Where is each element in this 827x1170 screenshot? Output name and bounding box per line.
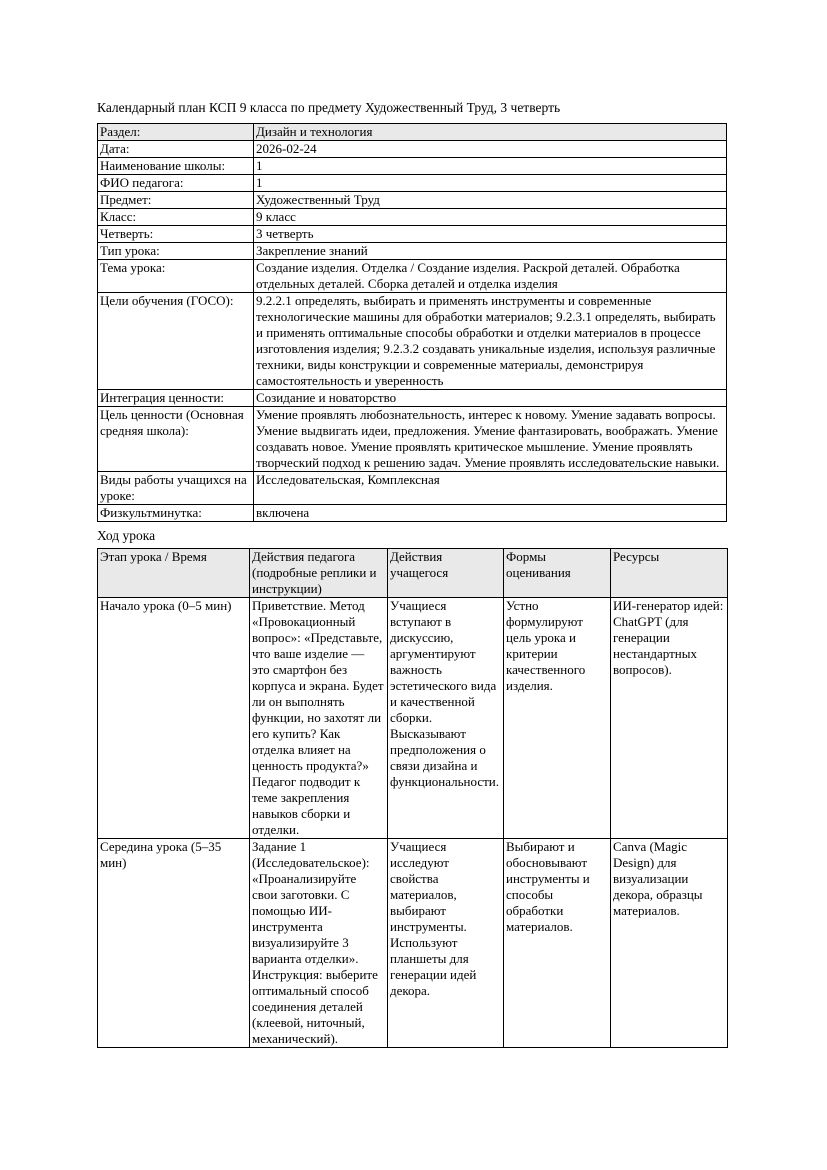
info-value: 1 <box>254 175 727 192</box>
table-row <box>98 260 727 293</box>
info-label: Интеграция ценности: <box>98 390 254 407</box>
info-value: 2026-02-24 <box>254 141 727 158</box>
table-row <box>98 124 727 141</box>
info-value: 9.2.2.1 определять, выбирать и применять инструменты и современные технологические машины для обработки материалов; 9.2.3.1 определять, выбирать и применять оптимальные способы обработки и отделки материалов в процессе изготовления изделия; 9.2.3.2 создавать уникальные изделия, используя различные техники, виды конструкции и современные материалы, демонстрируя самостоятельность и уверенность <box>254 293 727 390</box>
info-label: Раздел: <box>98 124 254 141</box>
table-row <box>98 505 727 522</box>
lesson-flow-table <box>97 548 728 1048</box>
table-row <box>98 390 727 407</box>
column-header-assessment: Формы оценивания <box>504 549 611 598</box>
info-label: Цели обучения (ГОСО): <box>98 293 254 390</box>
info-label: Тема урока: <box>98 260 254 293</box>
teacher-actions-cell: Приветствие. Метод «Провокационный вопрос»: «Представьте, что ваше изделие — это смартфон без корпуса и экрана. Будет ли он выполнять функции, но захотят ли его купить? Как отделка влияет на ценность продукта?» Педагог подводит к теме закрепления навыков сборки и отделки. <box>250 598 388 839</box>
lesson-info-table <box>97 123 727 522</box>
info-value: 3 четверть <box>254 226 727 243</box>
info-label: Предмет: <box>98 192 254 209</box>
assessment-cell: Устно формулируют цель урока и критерии качественного изделия. <box>504 598 611 839</box>
table-row <box>98 598 728 839</box>
table-row <box>98 243 727 260</box>
student-actions-cell: Учащиеся вступают в дискуссию, аргументируют важность эстетического вида и качественной сборки. Высказывают предположения о связи дизайна и функциональности. <box>388 598 504 839</box>
info-label: Физкультминутка: <box>98 505 254 522</box>
info-value: Художественный Труд <box>254 192 727 209</box>
info-value: Дизайн и технология <box>254 124 727 141</box>
resources-cell: ИИ-генератор идей: ChatGPT (для генерации нестандартных вопросов). <box>611 598 728 839</box>
info-value: 1 <box>254 158 727 175</box>
info-label: Четверть: <box>98 226 254 243</box>
table-row <box>98 839 728 1048</box>
info-value: Создание изделия. Отделка / Создание изделия. Раскрой деталей. Обработка отдельных деталей. Сборка деталей и отделка изделия <box>254 260 727 293</box>
column-header-teacher-actions: Действия педагога (подробные реплики и инструкции) <box>250 549 388 598</box>
info-value: Закрепление знаний <box>254 243 727 260</box>
table-row <box>98 141 727 158</box>
info-label: ФИО педагога: <box>98 175 254 192</box>
table-row <box>98 158 727 175</box>
info-label: Виды работы учащихся на уроке: <box>98 472 254 505</box>
column-header-stage: Этап урока / Время <box>98 549 250 598</box>
assessment-cell: Выбирают и обосновывают инструменты и способы обработки материалов. <box>504 839 611 1048</box>
info-label: Дата: <box>98 141 254 158</box>
info-label: Класс: <box>98 209 254 226</box>
table-row <box>98 192 727 209</box>
info-value: Умение проявлять любознательность, интерес к новому. Умение задавать вопросы. Умение выдвигать идеи, предложения. Умение фантазировать, воображать. Умение создавать новое. Умение проявлять критическое мышление. Умение проявлять творческий подход к решению задач. Умение проявлять исследовательские навыки. <box>254 407 727 472</box>
info-value: 9 класс <box>254 209 727 226</box>
table-row <box>98 293 727 390</box>
student-actions-cell: Учащиеся исследуют свойства материалов, выбирают инструменты. Используют планшеты для генерации идей декора. <box>388 839 504 1048</box>
info-label: Цель ценности (Основная средняя школа): <box>98 407 254 472</box>
table-row <box>98 209 727 226</box>
resources-cell: Canva (Magic Design) для визуализации декора, образцы материалов. <box>611 839 728 1048</box>
table-row <box>98 472 727 505</box>
page-title: Календарный план КСП 9 класса по предмету Художественный Труд, 3 четверть <box>97 100 561 115</box>
stage-cell: Середина урока (5–35 мин) <box>98 839 250 1048</box>
section-heading: Ход урока <box>97 528 156 543</box>
info-value: Созидание и новаторство <box>254 390 727 407</box>
info-value: Исследовательская, Комплексная <box>254 472 727 505</box>
teacher-actions-cell: Задание 1 (Исследовательское): «Проанализируйте свои заготовки. С помощью ИИ-инструмента визуализируйте 3 варианта отделки». Инструкция: выберите оптимальный способ соединения деталей (клеевой, ниточный, механический). <box>250 839 388 1048</box>
table-row <box>98 226 727 243</box>
table-row <box>98 407 727 472</box>
column-header-resources: Ресурсы <box>611 549 728 598</box>
stage-cell: Начало урока (0–5 мин) <box>98 598 250 839</box>
info-label: Наименование школы: <box>98 158 254 175</box>
header-row <box>98 549 728 598</box>
info-value: включена <box>254 505 727 522</box>
info-label: Тип урока: <box>98 243 254 260</box>
column-header-student-actions: Действия учащегося <box>388 549 504 598</box>
table-row <box>98 175 727 192</box>
